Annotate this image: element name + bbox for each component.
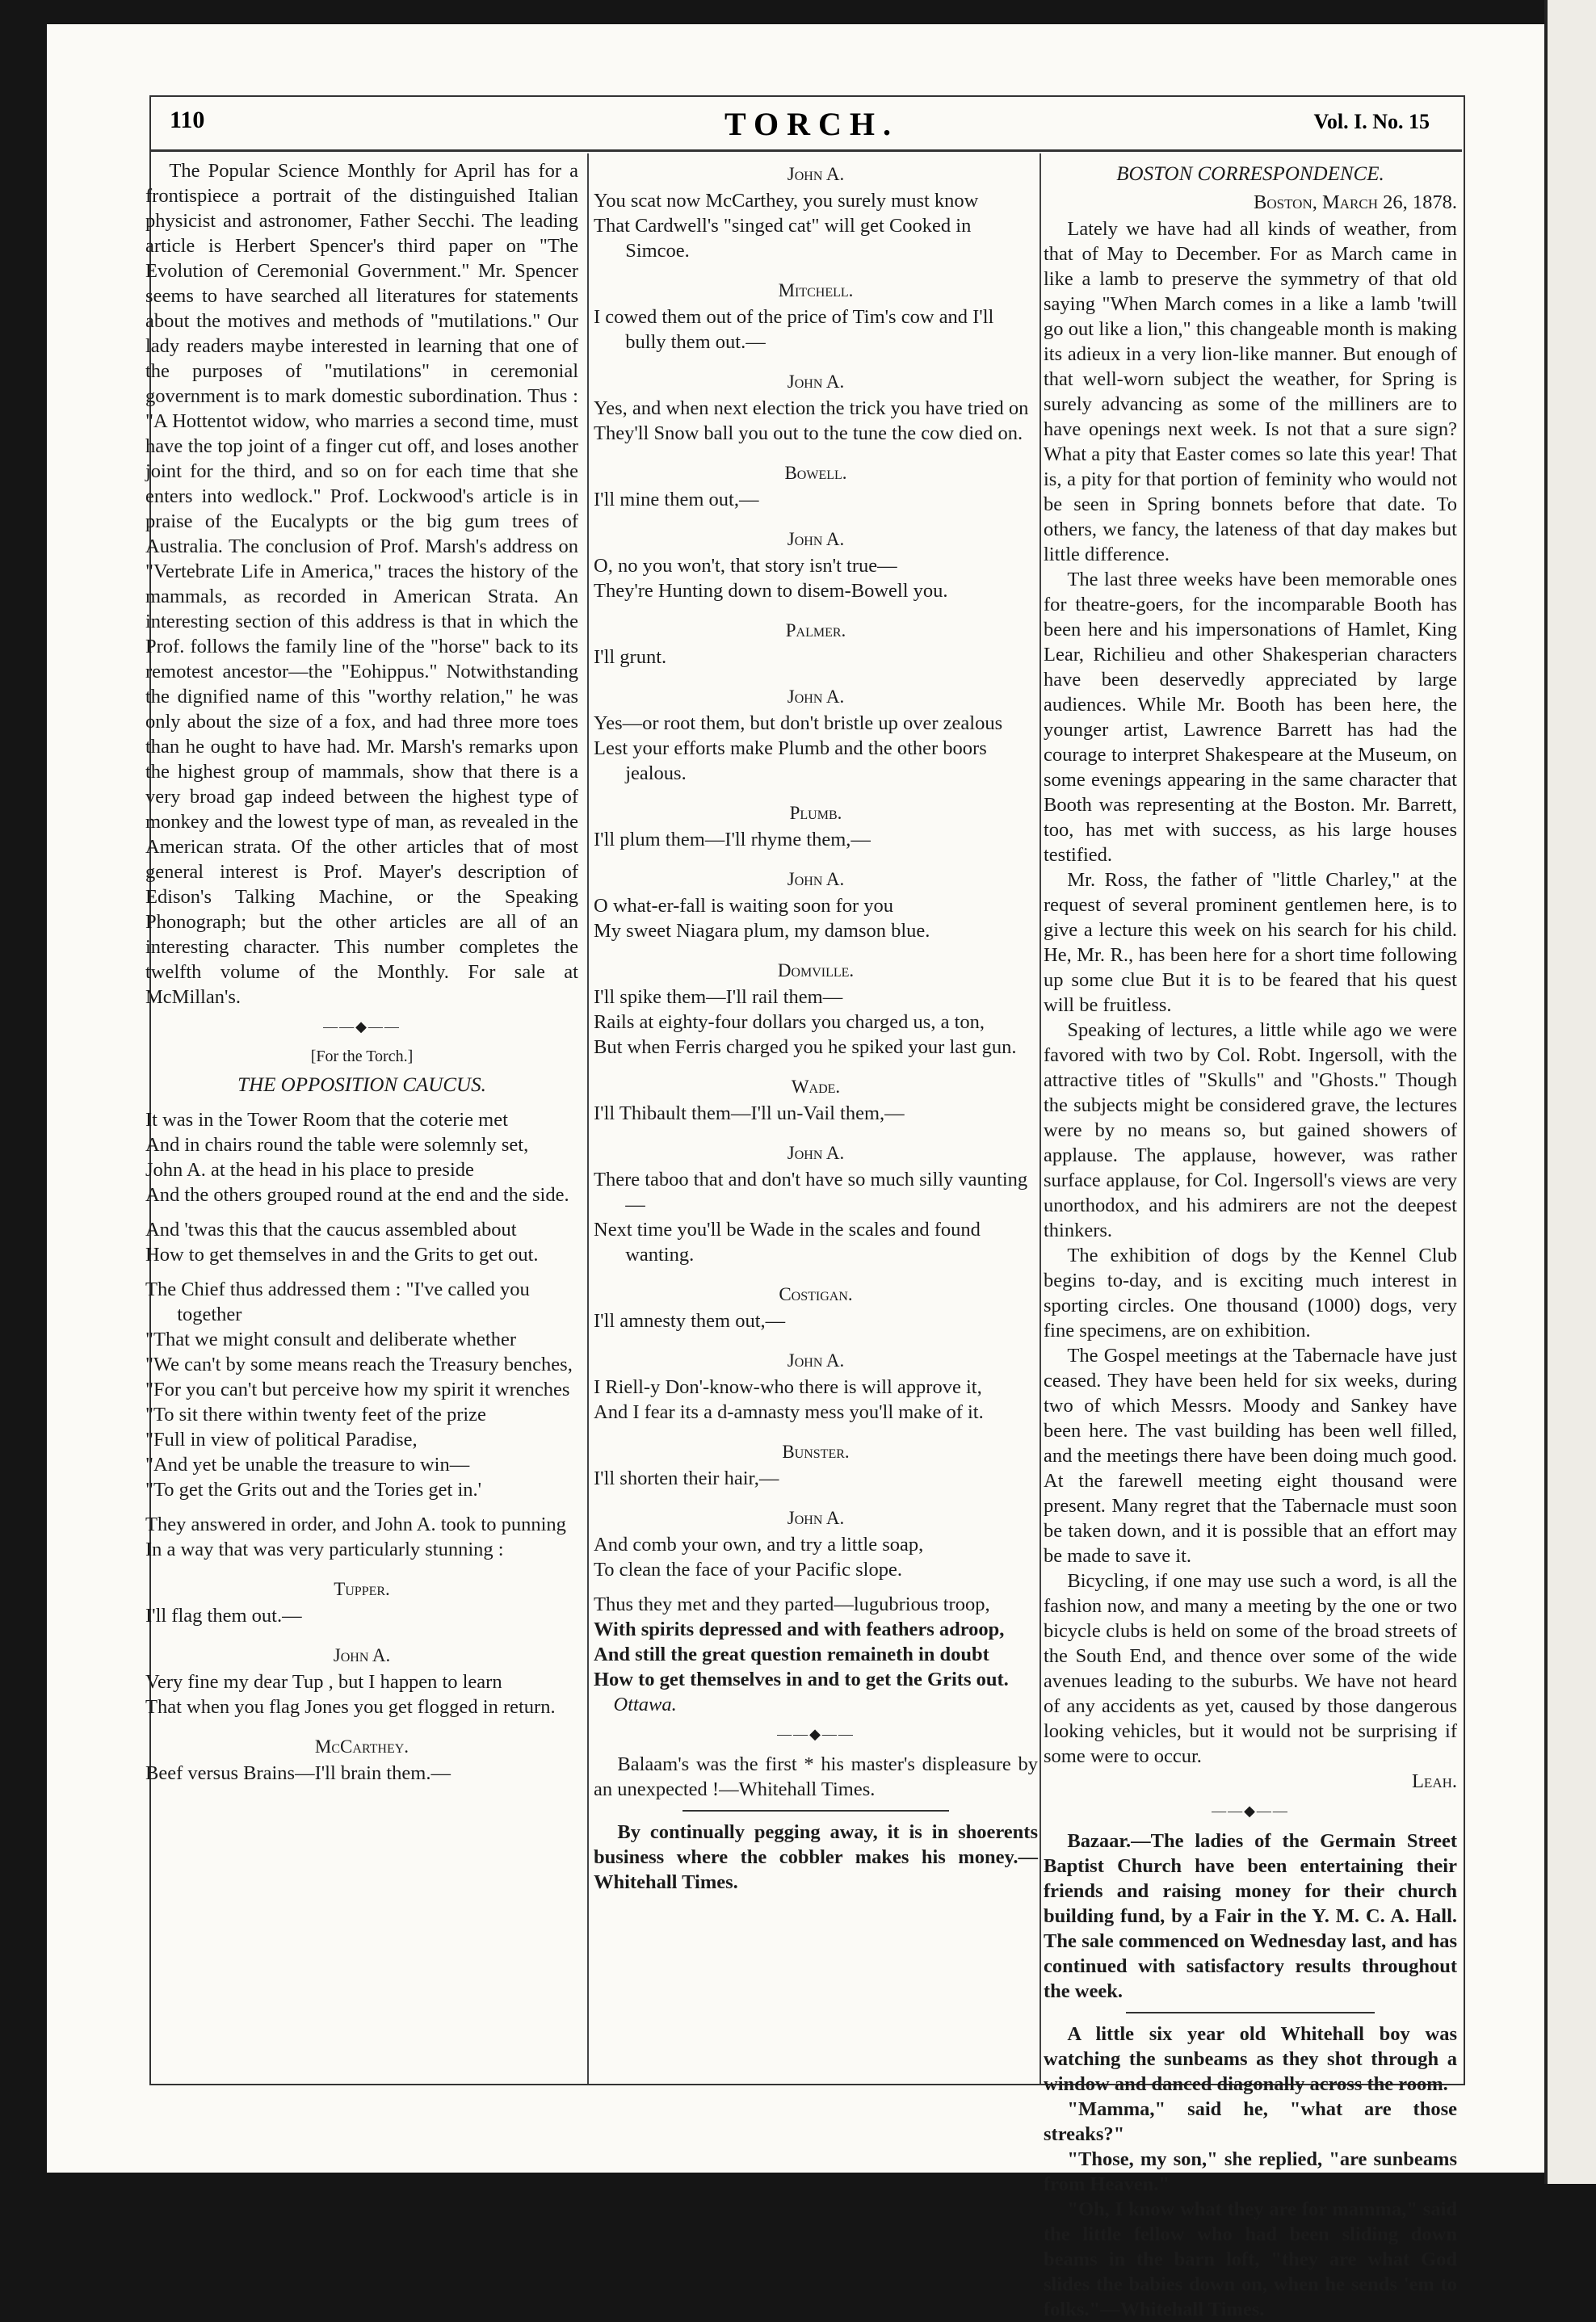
poem-line: Beef versus Brains—I'll brain them.— — [145, 1762, 451, 1784]
pegging-item: By continually pegging away, it is in shoerents business where the cobbler makes his money.—Whitehall Times. — [594, 1821, 1038, 1893]
poem-line: They're Hunting down to disem-Bowell you. — [594, 580, 948, 602]
speaker-name: John A. — [787, 1508, 845, 1528]
poem-line: Next time you'll be Wade in the scales and found wanting. — [594, 1219, 981, 1266]
signature: Leah. — [1411, 1770, 1457, 1792]
boston-paragraph: The exhibition of dogs by the Kennel Club begins to-day, and is exciting much interest in sporting circles. One thousand (1000) dogs, very fine specimens, are on exhibition. — [1044, 1245, 1457, 1342]
poem-line: You scat now McCarthey, you surely must know — [594, 190, 979, 212]
speaker-name: John A. — [787, 164, 845, 184]
poem-line: And comb your own, and try a little soap, — [594, 1534, 924, 1556]
adjacent-page-edge — [1544, 0, 1596, 2184]
poem-line: Yes, and when next election the trick you have tried on — [594, 397, 1029, 419]
poem-line: And still the great question remaineth in doubt — [594, 1644, 989, 1665]
poem-line: How to get themselves in and the Grits to get out. — [145, 1244, 539, 1266]
poem-line: I'll Thibault them—I'll un-Vail them,— — [594, 1102, 905, 1124]
ornament-divider: ——◆—— — [777, 1726, 855, 1742]
poem-line: "And yet be unable the treasure to win— — [145, 1454, 470, 1476]
speaker-name: Plumb. — [789, 803, 842, 823]
masthead: TORCH. — [724, 106, 899, 142]
speaker-name: Mitchell. — [778, 280, 854, 300]
poem-line: And 'twas this that the caucus assembled about — [145, 1219, 517, 1241]
poem-place: Ottawa. — [613, 1694, 677, 1715]
poem-line: That Cardwell's "singed cat" will get Cooked in Simcoe. — [594, 215, 972, 262]
sunbeam-story: "Oh, I know what they are for mamma," said the little fellow who had been sliding down beams in the barn loft, "they are what God slides the babies down on, when he sends 'em to folks."—Whitehall Times. — [1044, 2198, 1457, 2320]
speaker-name: John A. — [787, 529, 845, 549]
poem-line: There taboo that and don't have so much silly vaunting— — [594, 1169, 1028, 1216]
boston-paragraph: The Gospel meetings at the Tabernacle have just ceased. They have been held for six weeks, during two of which Messrs. Moody and Sankey have been here. The vast building has been well filled, and the meetings there have been doing much good. At the farewell meeting eight thousand were present. Many regret that the Tabernacle must soon be taken down, and it is possible that an effort may be made to save it. — [1044, 1345, 1457, 1567]
boston-paragraph: Mr. Ross, the father of "little Charley," at the request of several prominent gentlemen here, is to give a lecture this week on his search for his child. He, Mr. R., has been here for a short time following up some clue But it is to be feared that his quest will be fruitless. — [1044, 869, 1457, 1016]
boston-paragraph: Lately we have had all kinds of weather, from that of May to December. For as March came in like a lamb to preserve the symmetry of that old saying "When March comes in a like a lamb 'twill go out like a lion," this changeable month is making its adieux in a very lion-like manner. But enough of that well-worn subject the weather, for Spring is surely advancing as some of the milliners are to have openings next week. Is not that a sure sign? What a pity that Easter comes so late this year! That is, a pity for that portion of feminity who would not be seen in Spring bonnets before that date. To others, we fancy, the lateness of that day makes but little difference. — [1044, 218, 1457, 565]
column-separator — [587, 153, 589, 2084]
speaker-name: John A. — [787, 372, 845, 392]
poem-line: I'll shorten their hair,— — [594, 1468, 779, 1489]
header-rule — [149, 149, 1462, 152]
poem-line: In a way that was very particularly stunning : — [145, 1539, 504, 1560]
poem-line: They'll Snow ball you out to the tune the cow died on. — [594, 422, 1023, 444]
poem-line: And the others grouped round at the end and the side. — [145, 1184, 569, 1206]
ornament-divider: ——◆—— — [1212, 1803, 1289, 1819]
poem-line: "Full in view of political Paradise, — [145, 1429, 418, 1451]
poem-line: "To sit there within twenty feet of the prize — [145, 1404, 486, 1426]
volume-number: Vol. I. No. 15 — [1313, 110, 1430, 133]
poem-line: O, no you won't, that story isn't true— — [594, 555, 897, 577]
poem-line: O what-er-fall is waiting soon for you — [594, 895, 894, 917]
poem-line: "That we might consult and deliberate whether — [145, 1329, 517, 1350]
poem-line: And I fear its a d-amnasty mess you'll make of it. — [594, 1401, 984, 1423]
column-2 — [594, 158, 1038, 2081]
popular-science-notice: The Popular Science Monthly for April has for a frontispiece a portrait of the distinguished Italian physicist and astronomer, Father Secchi. The leading article is Herbert Spencer's third paper on "The Evolution of Ceremonial Government." Mr. Spencer seems to have searched all literatures for statements about the motives and methods of "mutilations." Our lady readers maybe interested in learning that one of the purposes of "mutilations" in ceremonial government is to mark domestic subordination. Thus : "A Hottentot widow, who marries a second time, must have the top joint of a finger cut off, and loses another joint for the third, and so on for each time that she enters into wedlock." Prof. Lockwood's article is in praise of the Eucalypts or the big gum trees of Australia. The conclusion of Prof. Marsh's address on "Vertebrate Life in America," traces the history of the mammals, as recorded in American Strata. An interesting section of this address is that in which the Prof. follows the family line of the "horse" back to its remotest ancestor—the "Eohippus." Notwithstanding the dignified name of this "worthy relation," he was only about the size of a fox, and had three more toes than he ought to have had. Mr. Marsh's remarks upon the highest group of mammals, show that there is a very broad gap indeed between the highest type of monkey and the lowest type of man, as revealed in the American strata. Of the other articles that of most general interest is Prof. Mayer's description of Edison's Talking Machine, or the Speaking Phonograph; but the other articles are all of an interesting character. This number completes the twelfth volume of the Monthly. For sale at McMillan's. — [145, 160, 578, 1008]
poem-stanza-4 — [145, 1512, 578, 1562]
speaker-name: Tupper. — [334, 1579, 390, 1599]
poem-line: I cowed them out of the price of Tim's cow and I'll bully them out.— — [594, 306, 994, 353]
short-rule — [1126, 2012, 1374, 2013]
poem-line: It was in the Tower Room that the coterie met — [145, 1109, 508, 1131]
sunbeam-story: "Those, my son," she replied, "are sunbeams from Heaven." — [1044, 2148, 1457, 2195]
page-header — [162, 105, 1462, 153]
poem-stanza-3 — [145, 1277, 578, 1502]
boston-title: BOSTON CORRESPONDENCE. — [1116, 163, 1384, 185]
column-3 — [1044, 158, 1457, 2320]
poem-line: I'll spike them—I'll rail them— — [594, 986, 843, 1008]
bazaar-item: Bazaar.—The ladies of the Germain Street Baptist Church have been entertaining their friends and raising money for their church building fund, by a Fair in the Y. M. C. A. Hall. The sale commenced on Wednesday last, and has continued with satisfactory results throughout the week. — [1044, 1830, 1457, 2002]
poem-line: But when Ferris charged you he spiked your last gun. — [594, 1036, 1017, 1058]
poem-line: To clean the face of your Pacific slope. — [594, 1559, 902, 1581]
speaker-name: John A. — [787, 687, 845, 707]
poem-stanza-1 — [145, 1107, 578, 1207]
poem-line: My sweet Niagara plum, my damson blue. — [594, 920, 930, 942]
sunbeam-story: "Mamma," said he, "what are those streaks?" — [1044, 2098, 1457, 2145]
poem-line: I'll mine them out,— — [594, 489, 759, 510]
poem-line: I'll grunt. — [594, 646, 667, 668]
poem-line: "To get the Grits out and the Tories get in.' — [145, 1479, 482, 1501]
poem-line: The Chief thus addressed them : "I've called you together — [145, 1279, 530, 1325]
boston-paragraph: The last three weeks have been memorable ones for theatre-goers, for the incomparable Booth has been here and his impersonations of Hamlet, King Lear, Richilieu and other Shakesperian characters have been deservedly appreciated by large audiences. While Mr. Booth has been here, the younger artist, Lawrence Barrett has had the courage to interpret Shakespeare at the Museum, on some evenings appearing in the same character that Booth was representing at the Boston. Mr. Barrett, too, has met with success, as his large houses testified. — [1044, 569, 1457, 866]
poem-closing — [594, 1592, 1038, 1692]
poem-line: "We can't by some means reach the Treasury benches, — [145, 1354, 573, 1375]
poem-line: I'll amnesty them out,— — [594, 1310, 786, 1332]
speaker-name: Costigan. — [779, 1284, 853, 1304]
poem-line: They answered in order, and John A. took to punning — [145, 1514, 566, 1535]
speaker-name: McCarthey. — [314, 1736, 410, 1757]
speaker-name: John A. — [787, 869, 845, 889]
for-torch-label: [For the Torch.] — [310, 1048, 414, 1065]
poem-line: And in chairs round the table were solemnly set, — [145, 1134, 529, 1156]
poem-line: Very fine my dear Tup , but I happen to learn — [145, 1671, 502, 1693]
boston-paragraph: Bicycling, if one may use such a word, is all the fashion now, and many a meeting by the one or two bicycle clubs is held on some of the broad streets of the South End, and thence over some of the wide avenues leading to the suburbs. We have not heard of any accidents as yet, caused by those dangerous looking vehicles, but it would not be surprising if some were to occur. — [1044, 1570, 1457, 1767]
poem-line: How to get themselves in and to get the Grits out. — [594, 1669, 1009, 1690]
balaam-item: Balaam's was the first * his master's displeasure by an unexpected !—Whitehall Times. — [594, 1753, 1038, 1800]
poem-line: John A. at the head in his place to preside — [145, 1159, 474, 1181]
ornament-divider: ——◆—— — [323, 1018, 401, 1035]
page-number: 110 — [170, 107, 205, 133]
poem-line: Lest your efforts make Plumb and the other boors jealous. — [594, 737, 987, 784]
poem-line: Rails at eighty-four dollars you charged us, a ton, — [594, 1011, 985, 1033]
speaker-name: John A. — [787, 1143, 845, 1163]
speaker-name: John A. — [333, 1645, 391, 1665]
poem-line: Thus they met and they parted—lugubrious troop, — [594, 1593, 990, 1615]
poem-line: With spirits depressed and with feathers adroop, — [594, 1619, 1005, 1640]
column-separator — [1040, 153, 1041, 2084]
poem-line: I Riell-y Don'-know-who there is will approve it, — [594, 1376, 982, 1398]
speaker-name: Wade. — [791, 1077, 841, 1097]
column-1 — [145, 158, 578, 2081]
sunbeam-story: A little six year old Whitehall boy was watching the sunbeams as they shot through a window and danced diagonally across the room. — [1044, 2023, 1457, 2095]
speaker-name: Domville. — [777, 960, 855, 980]
poem-line: That when you flag Jones you get flogged in return. — [145, 1696, 556, 1718]
boston-paragraph: Speaking of lectures, a little while ago we were favored with two by Col. Robt. Ingersoll, with the attractive titles of "Skulls" and "Ghosts." Though the subjects might be considered grave, the lectures were by no means so, but gained showers of applause. The applause, however, was rather surface applause, for Col. Ingersoll's views are very unorthodox, and his admirers are not the deepest thinkers. — [1044, 1019, 1457, 1241]
poem-title: THE OPPOSITION CAUCUS. — [237, 1074, 486, 1096]
speaker-name: John A. — [787, 1350, 845, 1371]
poem-line: Yes—or root them, but don't bristle up over zealous — [594, 712, 1003, 734]
short-rule — [682, 1810, 949, 1812]
dateline: Boston, March 26, 1878. — [1254, 191, 1457, 213]
speaker-name: Bunster. — [782, 1442, 850, 1462]
poem-line: I'll plum them—I'll rhyme them,— — [594, 829, 871, 850]
poem-stanza-2 — [145, 1217, 578, 1267]
speaker-name: Bowell. — [784, 463, 847, 483]
poem-line: "For you can't but perceive how my spirit it wrenches — [145, 1379, 570, 1400]
poem-line: I'll flag them out.— — [145, 1605, 302, 1627]
speaker-name: Palmer. — [785, 620, 846, 640]
